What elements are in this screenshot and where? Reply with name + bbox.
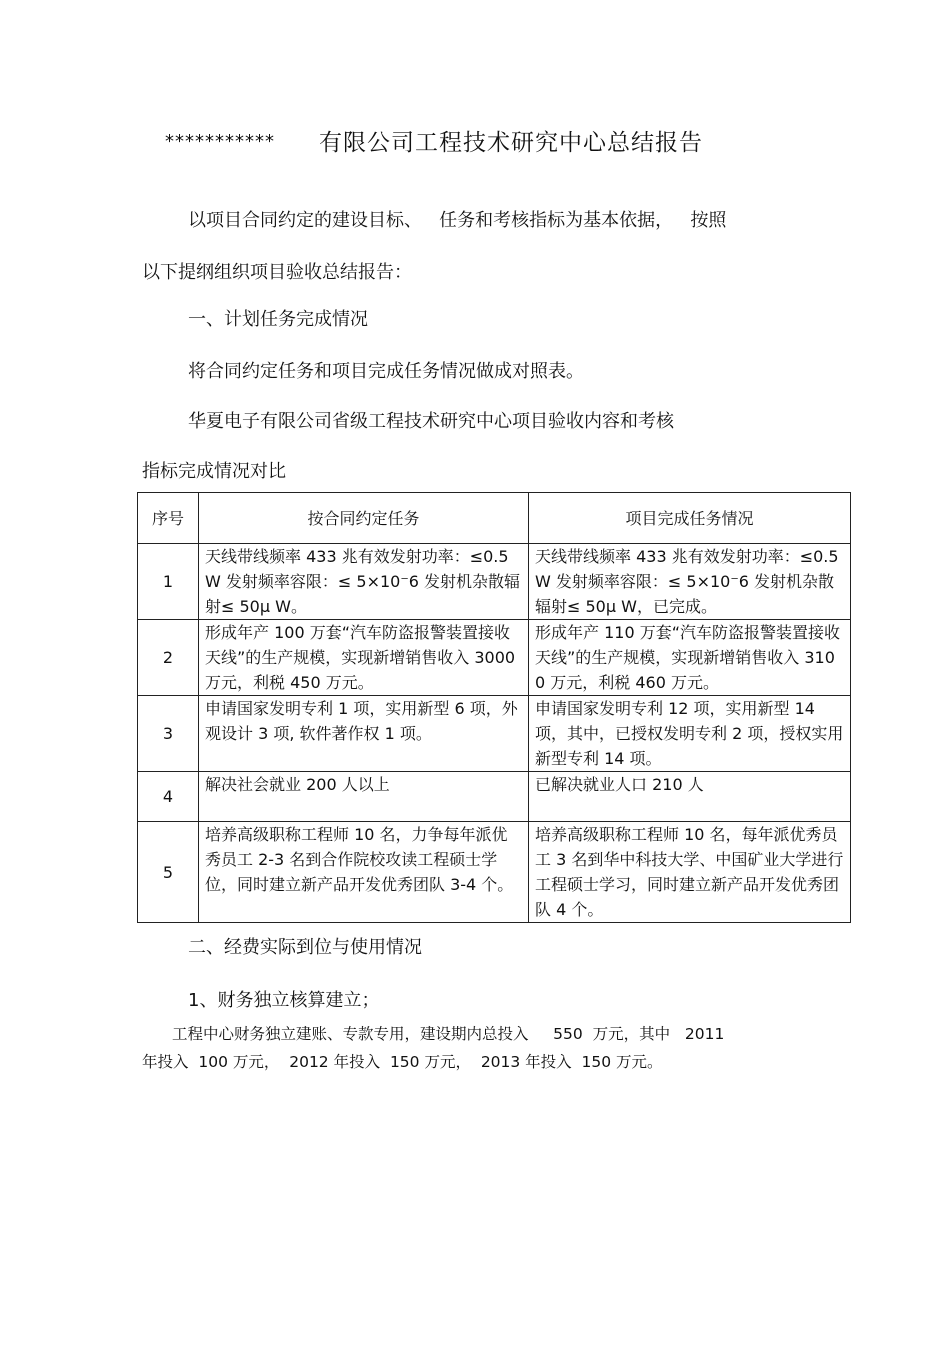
section-1-paragraph: 将合同约定任务和项目完成任务情况做成对照表。 [188, 361, 584, 382]
title-stars: *********** [165, 131, 275, 152]
section-2-line-2: 年投入 100 万元， 2012 年投入 150 万元， 2013 年投入 150 万元。 [142, 1053, 663, 1071]
page-title [165, 124, 703, 157]
intro-line-1: 以项目合同约定的建设目标、 任务和考核指标为基本依据， 按照 [188, 210, 727, 231]
row-number: 4 [138, 772, 199, 822]
section-2-heading: 二、经费实际到位与使用情况 [188, 937, 422, 958]
completion-cell: 天线带线频率 433 兆有效发射功率：≤0.5W 发射频率容限：≤ 5×10⁻6 发射机杂散辐射≤ 50μ W，已完成。 [529, 544, 851, 620]
contract-cell: 解决社会就业 200 人以上 [199, 772, 529, 822]
row-number: 5 [138, 822, 199, 923]
contract-cell: 形成年产 100 万套“汽车防盗报警装置接收天线”的生产规模，实现新增销售收入 3000 万元，利税 450 万元。 [199, 620, 529, 696]
contract-cell: 申请国家发明专利 1 项，实用新型 6 项，外观设计 3 项, 软件著作权 1 项。 [199, 696, 529, 772]
table-row [138, 696, 851, 772]
contract-cell: 天线带线频率 433 兆有效发射功率：≤0.5W 发射频率容限：≤ 5×10⁻6 发射机杂散辐射≤ 50μ W。 [199, 544, 529, 620]
table-row [138, 620, 851, 696]
comparison-table [137, 492, 851, 923]
completion-cell: 培养高级职称工程师 10 名，每年派优秀员工 3 名到华中科技大学、中国矿业大学进行工程硕士学习，同时建立新产品开发优秀团队 4 个。 [529, 822, 851, 923]
section-1-heading: 一、计划任务完成情况 [188, 309, 368, 330]
intro-line-2: 以下提纲组织项目验收总结报告： [142, 262, 412, 283]
section-2-line-1: 工程中心财务独立建账、专款专用，建设期内总投入 550 万元，其中 2011 [172, 1025, 725, 1043]
table-caption-line-1: 华夏电子有限公司省级工程技术研究中心项目验收内容和考核 [188, 411, 674, 432]
row-number: 1 [138, 544, 199, 620]
header-contract-task: 按合同约定任务 [199, 493, 529, 544]
completion-cell: 已解决就业人口 210 人 [529, 772, 851, 822]
table-caption-line-2: 指标完成情况对比 [142, 461, 286, 482]
header-completion: 项目完成任务情况 [529, 493, 851, 544]
section-2-subheading: 1、财务独立核算建立； [188, 990, 380, 1011]
table-row [138, 822, 851, 923]
table-header-row [138, 493, 851, 544]
table-row [138, 772, 851, 822]
completion-cell: 形成年产 110 万套“汽车防盗报警装置接收天线”的生产规模，实现新增销售收入 3100 万元，利税 460 万元。 [529, 620, 851, 696]
title-main: 有限公司工程技术研究中心总结报告 [319, 130, 703, 156]
header-no: 序号 [138, 493, 199, 544]
row-number: 2 [138, 620, 199, 696]
table-row [138, 544, 851, 620]
contract-cell: 培养高级职称工程师 10 名，力争每年派优秀员工 2-3 名到合作院校攻读工程硕士学位，同时建立新产品开发优秀团队 3-4 个。 [199, 822, 529, 923]
completion-cell: 申请国家发明专利 12 项，实用新型 14 项，其中，已授权发明专利 2 项，授权实用新型专利 14 项。 [529, 696, 851, 772]
row-number: 3 [138, 696, 199, 772]
